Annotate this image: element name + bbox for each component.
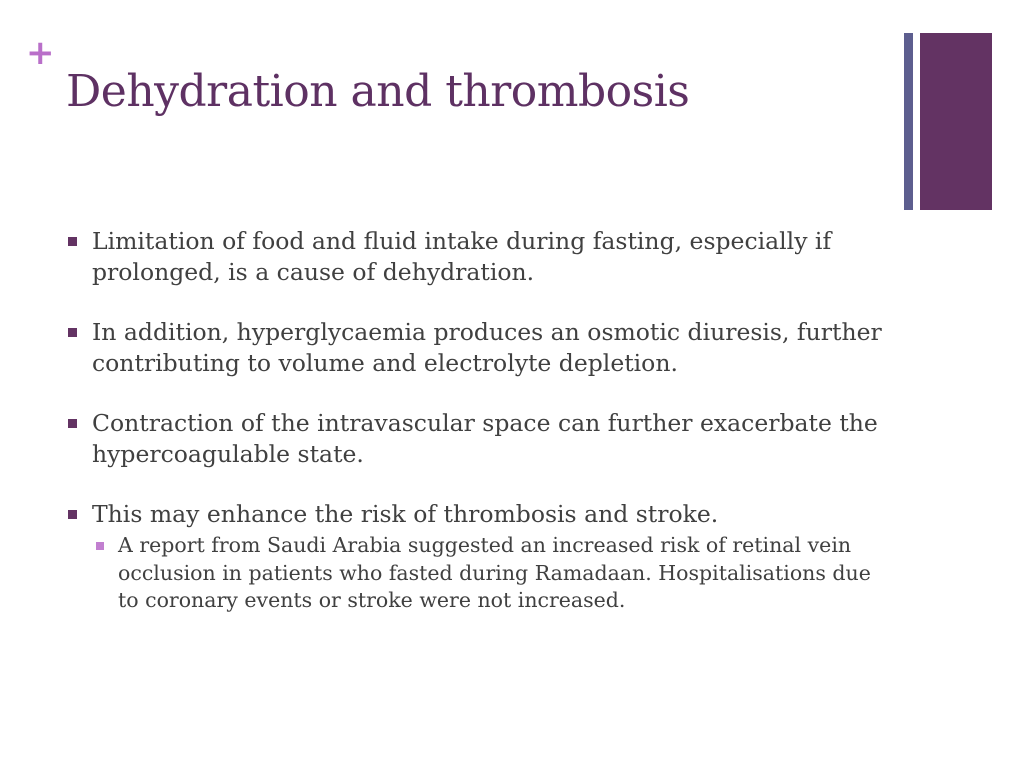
bullet-item (66, 226, 906, 288)
sub-bullet-item (92, 532, 878, 615)
bullet-item (66, 408, 906, 470)
accent-bar-thick (920, 33, 992, 210)
bullet-text: This may enhance the risk of thrombosis and stroke. (92, 500, 719, 528)
bullet-item (66, 317, 906, 379)
accent-bar-thin (904, 33, 913, 210)
square-bullet-icon (68, 237, 77, 246)
square-bullet-icon (68, 328, 77, 337)
square-bullet-icon (68, 419, 77, 428)
plus-decoration: + (26, 33, 55, 73)
bullet-text: Limitation of food and fluid intake during fasting, especially if prolonged, is a cause of dehydration. (92, 227, 832, 286)
bullet-item (66, 499, 906, 530)
slide-title: Dehydration and thrombosis (66, 66, 690, 117)
square-sub-bullet-icon (96, 542, 104, 550)
bullet-text: In addition, hyperglycaemia produces an osmotic diuresis, further contributing to volume and electrolyte depletion. (92, 318, 882, 377)
sub-bullet-text: A report from Saudi Arabia suggested an increased risk of retinal vein occlusion in patients who fasted during Ramadaan. Hospitalisations due to coronary events or stroke were not increased. (118, 533, 871, 612)
bullet-text: Contraction of the intravascular space can further exacerbate the hypercoagulable state. (92, 409, 878, 468)
square-bullet-icon (68, 510, 77, 519)
slide-body (66, 226, 906, 615)
